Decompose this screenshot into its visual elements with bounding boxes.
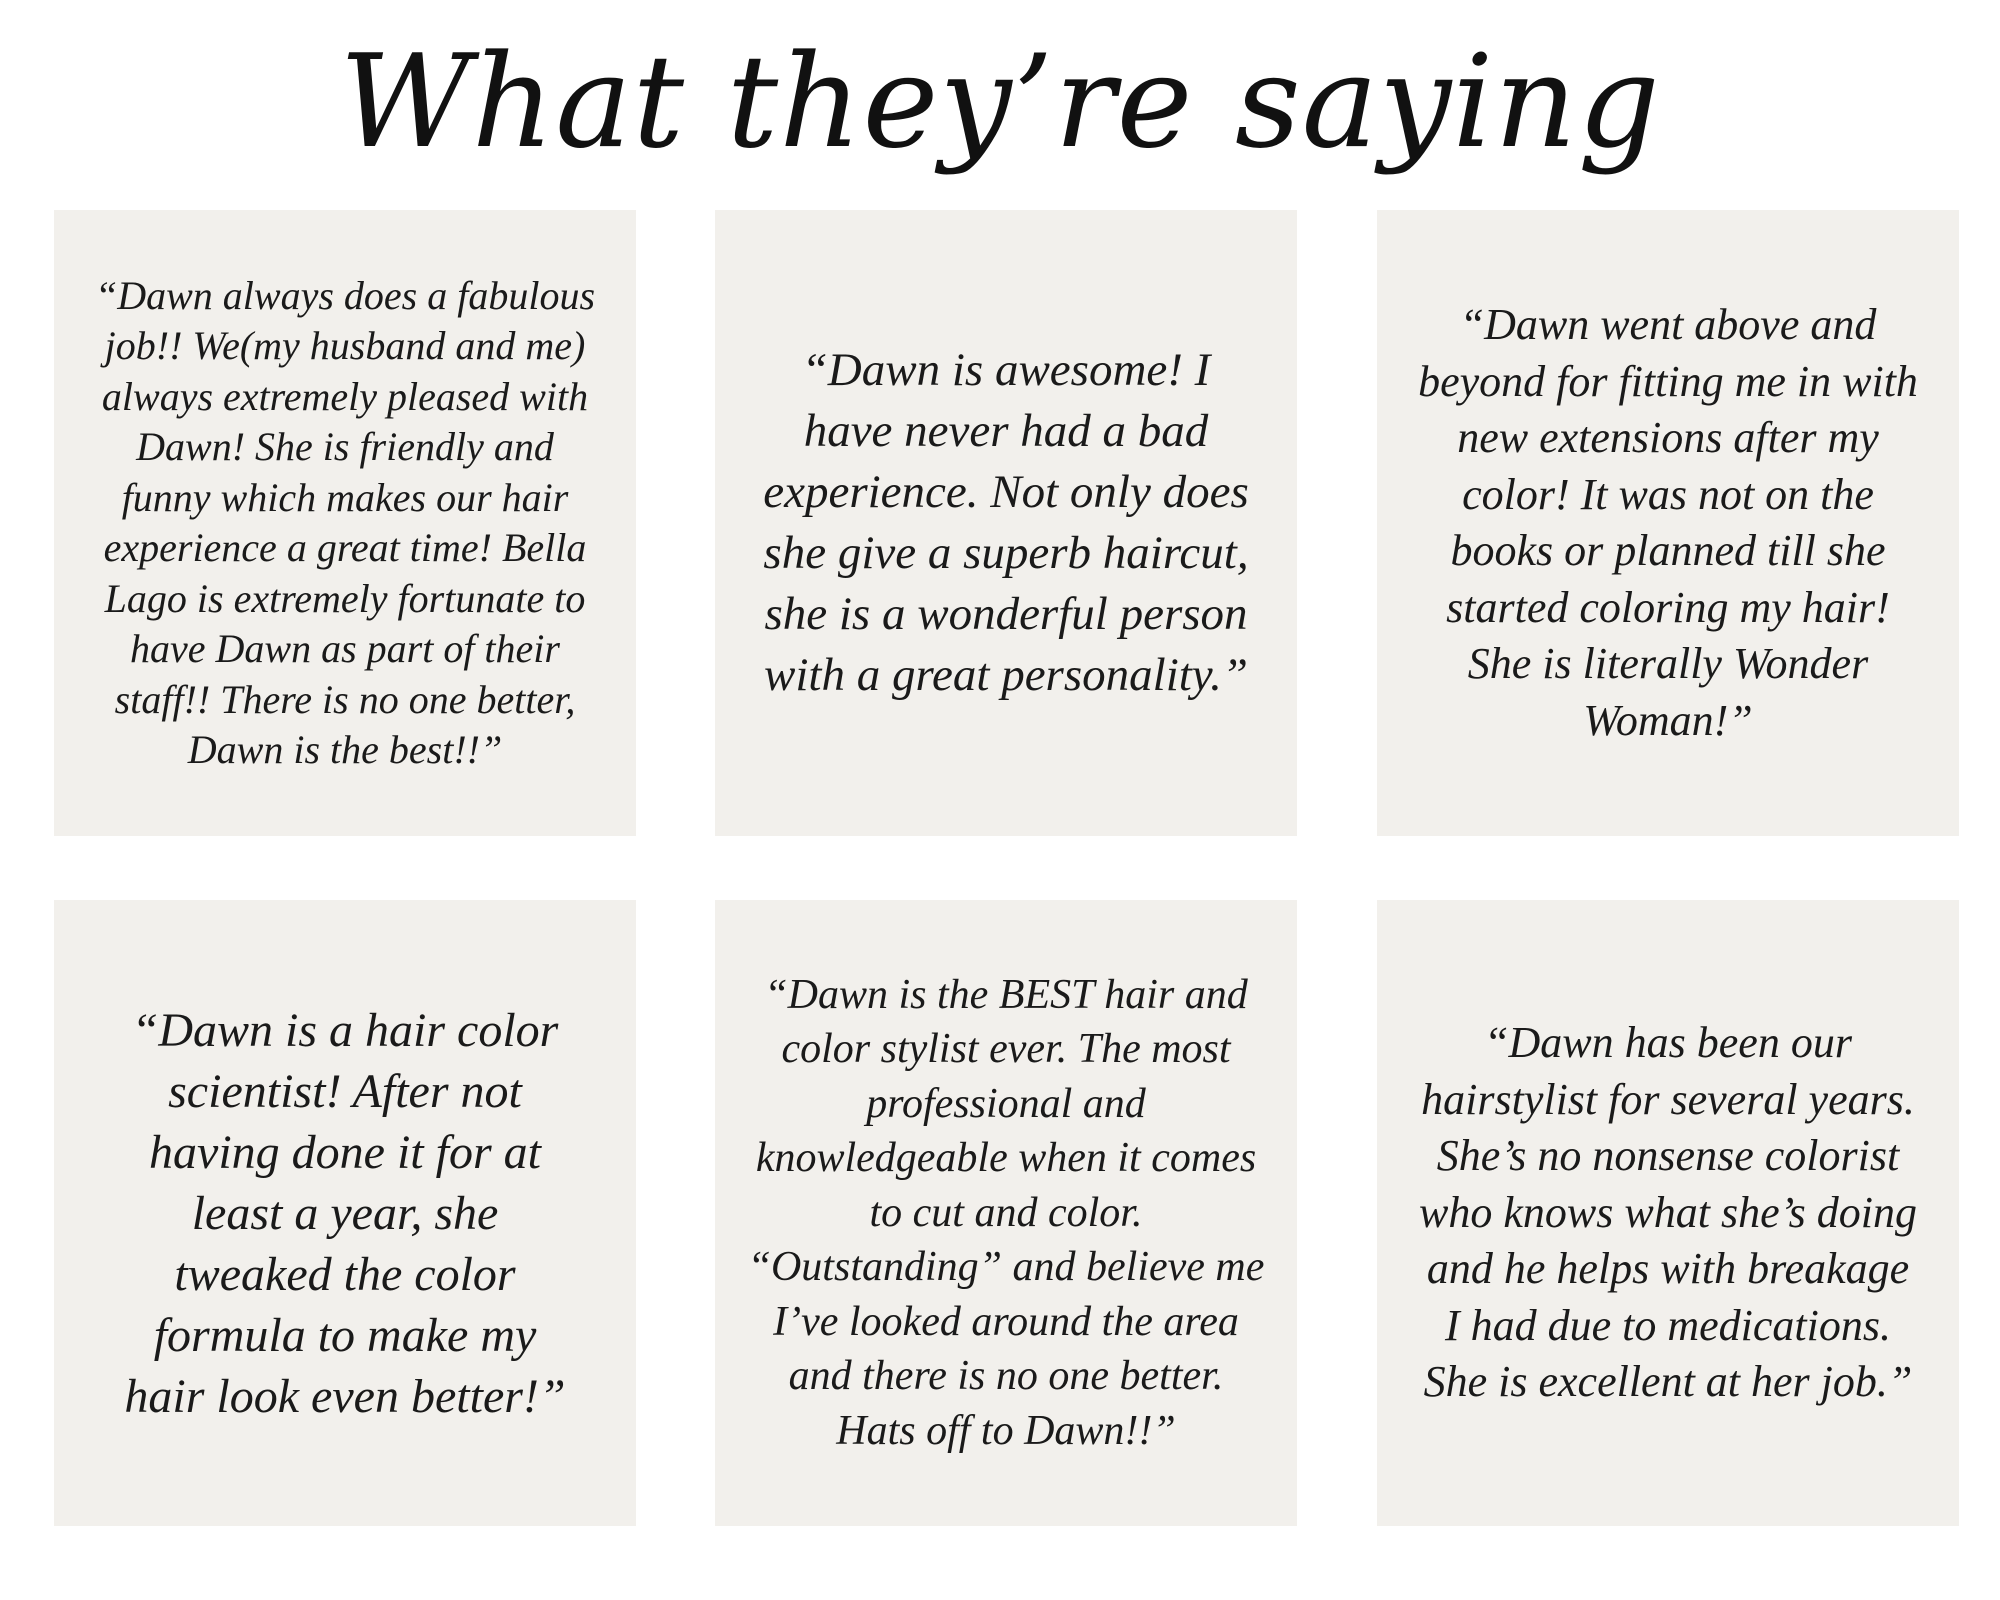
testimonial-card: [715, 210, 1297, 836]
testimonial-card: [1377, 210, 1959, 836]
testimonial-card: [54, 900, 636, 1526]
testimonial-card: [1377, 900, 1959, 1526]
testimonial-quote: “Dawn always does a fabulous job!! We(my husband and me) always extremely pleased with Dawn! She is friendly and funny which makes our hair experience a great time! Bella Lago is extremely fortunate to have Dawn as part of their staff!! There is no one better, Dawn is the best!!”: [94, 272, 596, 772]
testimonial-quote: “Dawn went above and beyond for fitting me in with new extensions after my color! It was not on the books or planned till she started coloring my hair! She is literally Wonder Woman!”: [1418, 300, 1918, 745]
testimonial-quote: “Dawn is a hair color scientist! After not having done it for at least a year, she tweaked the color formula to make my hair look even better!”: [124, 1003, 566, 1423]
testimonial-card: [54, 210, 636, 836]
testimonial-quote: “Dawn is the BEST hair and color stylist ever. The most professional and knowledgeable when it comes to cut and color. “Outstanding” and believe me I’ve looked around the area and there is no one better. Hats off to Dawn!!”: [747, 971, 1265, 1454]
testimonial-quote: “Dawn has been our hairstylist for several years. She’s no nonsense colorist who knows what she’s doing and he helps with breakage I had due to medications. She is excellent at her job.”: [1419, 1018, 1917, 1407]
testimonial-card: [715, 900, 1297, 1526]
testimonial-quote: “Dawn is awesome! I have never had a bad experience. Not only does she give a superb haircut, she is a wonderful person with a great personality.”: [763, 344, 1249, 701]
page-title: What they’re saying: [339, 28, 1661, 177]
